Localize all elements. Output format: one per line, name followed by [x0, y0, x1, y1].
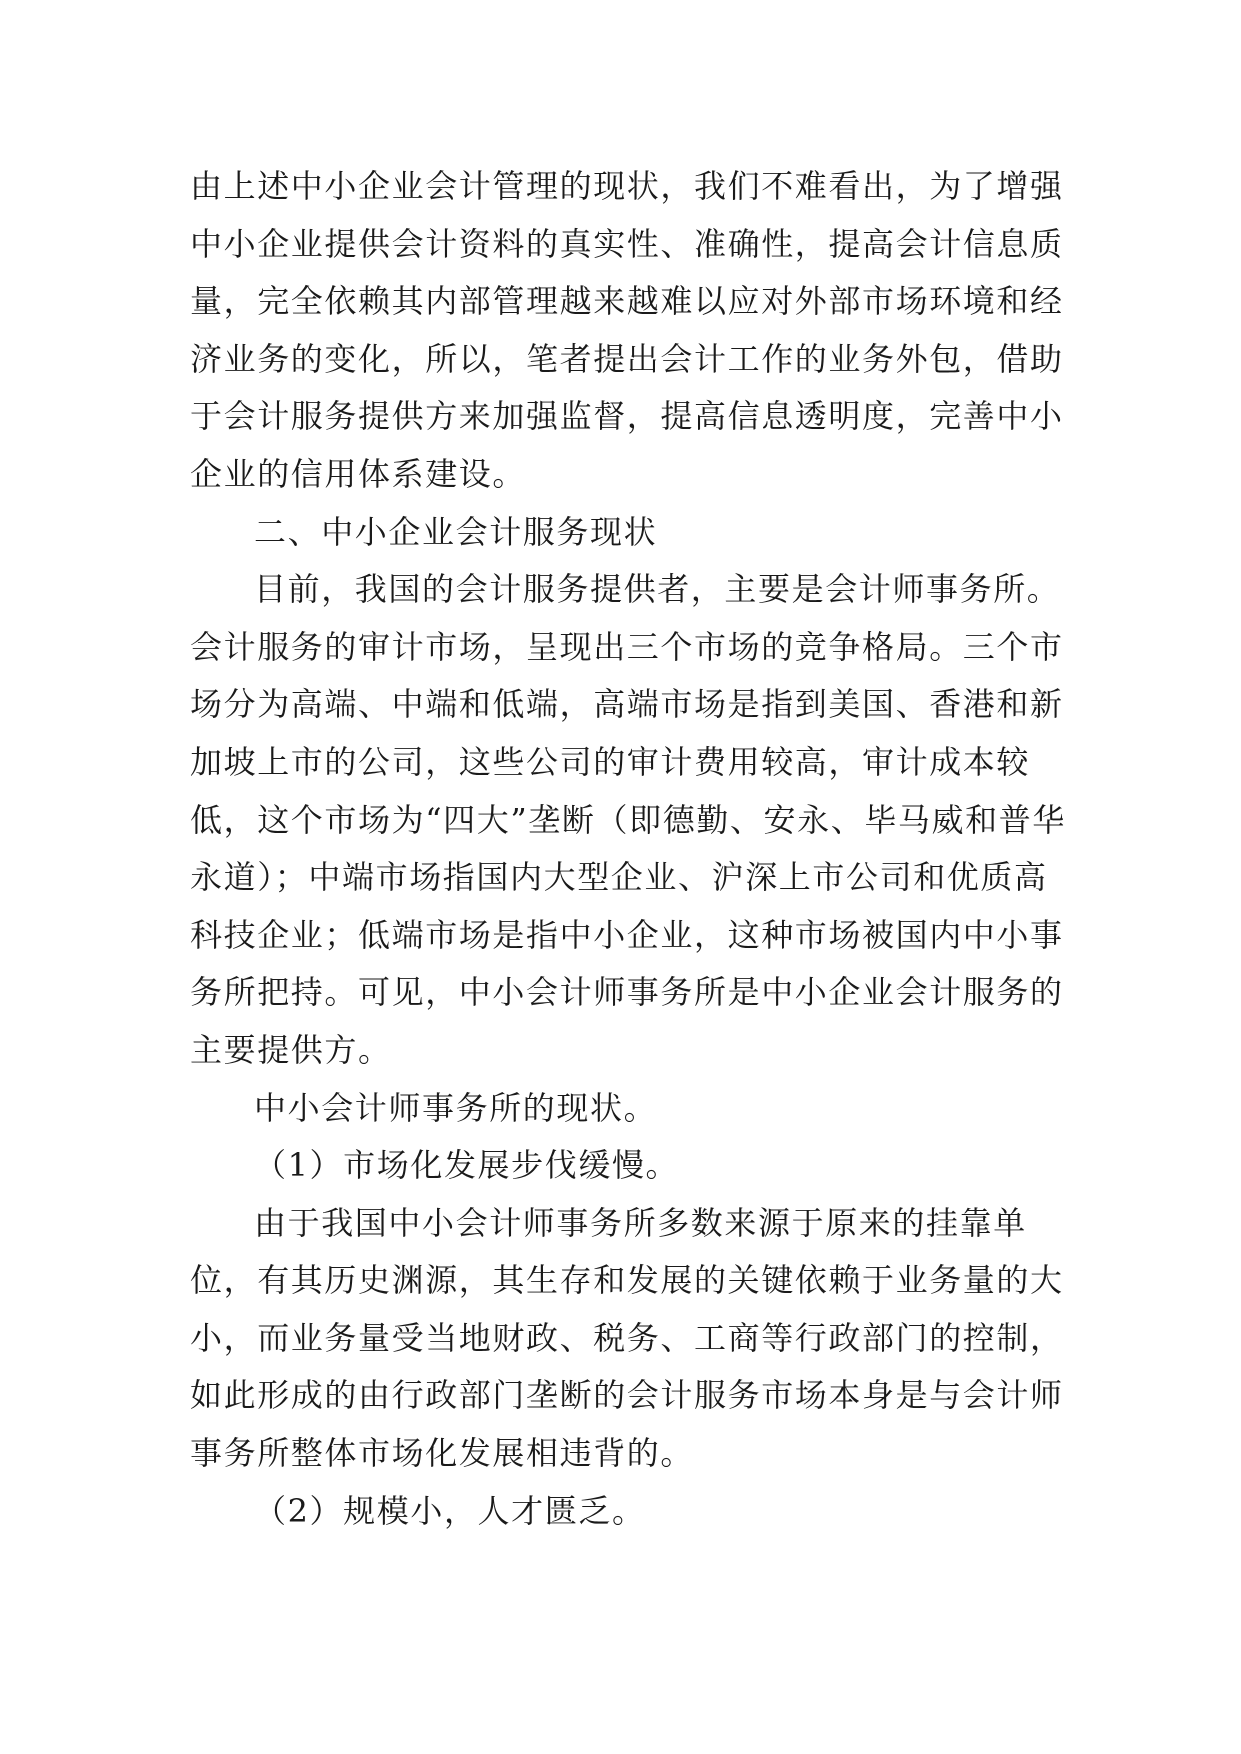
paragraph-firm-status: 中小会计师事务所的现状。 — [254, 1088, 658, 1127]
paragraph-conclusion: 由上述中小企业会计管理的现状，我们不难看出，为了增强中小企业提供会计资料的真实性、准确性，提高会计信息质量，完全依赖其内部管理越来越难以应对外部市场环境和经济业务的变化，所以，笔者提出会计工作的业务外包，借助于会计服务提供方来加强监督，提高信息透明度，完善中小企业的信用体系建设。 — [190, 167, 1064, 493]
paragraph-market-structure: 目前，我国的会计服务提供者，主要是会计师事务所。会计服务的审计市场，呈现出三个市场的竞争格局。三个市场分为高端、中端和低端，高端市场是指到美国、香港和新加坡上市的公司，这些公司的审计费用较高，审计成本较低，这个市场为“四大”垄断（即德勤、安永、毕马威和普华永道）；中端市场指国内大型企业、沪深上市公司和优质高科技企业；低端市场是指中小企业，这种市场被国内中小事务所把持。可见，中小会计师事务所是中小企业会计服务的主要提供方。 — [190, 570, 1066, 1069]
list-item-1-title: （1）市场化发展步伐缓慢。 — [254, 1146, 680, 1185]
document-body — [190, 158, 1070, 1540]
list-item-2-title: （2）规模小，人才匮乏。 — [254, 1491, 646, 1530]
paragraph-marketization: 由于我国中小会计师事务所多数来源于原来的挂靠单位，有其历史渊源，其生存和发展的关键依赖于业务量的大小，而业务量受当地财政、税务、工商等行政部门的控制，如此形成的由行政部门垄断的会计服务市场本身是与会计师事务所整体市场化发展相违背的。 — [190, 1203, 1064, 1473]
section-heading: 二、中小企业会计服务现状 — [254, 512, 658, 551]
